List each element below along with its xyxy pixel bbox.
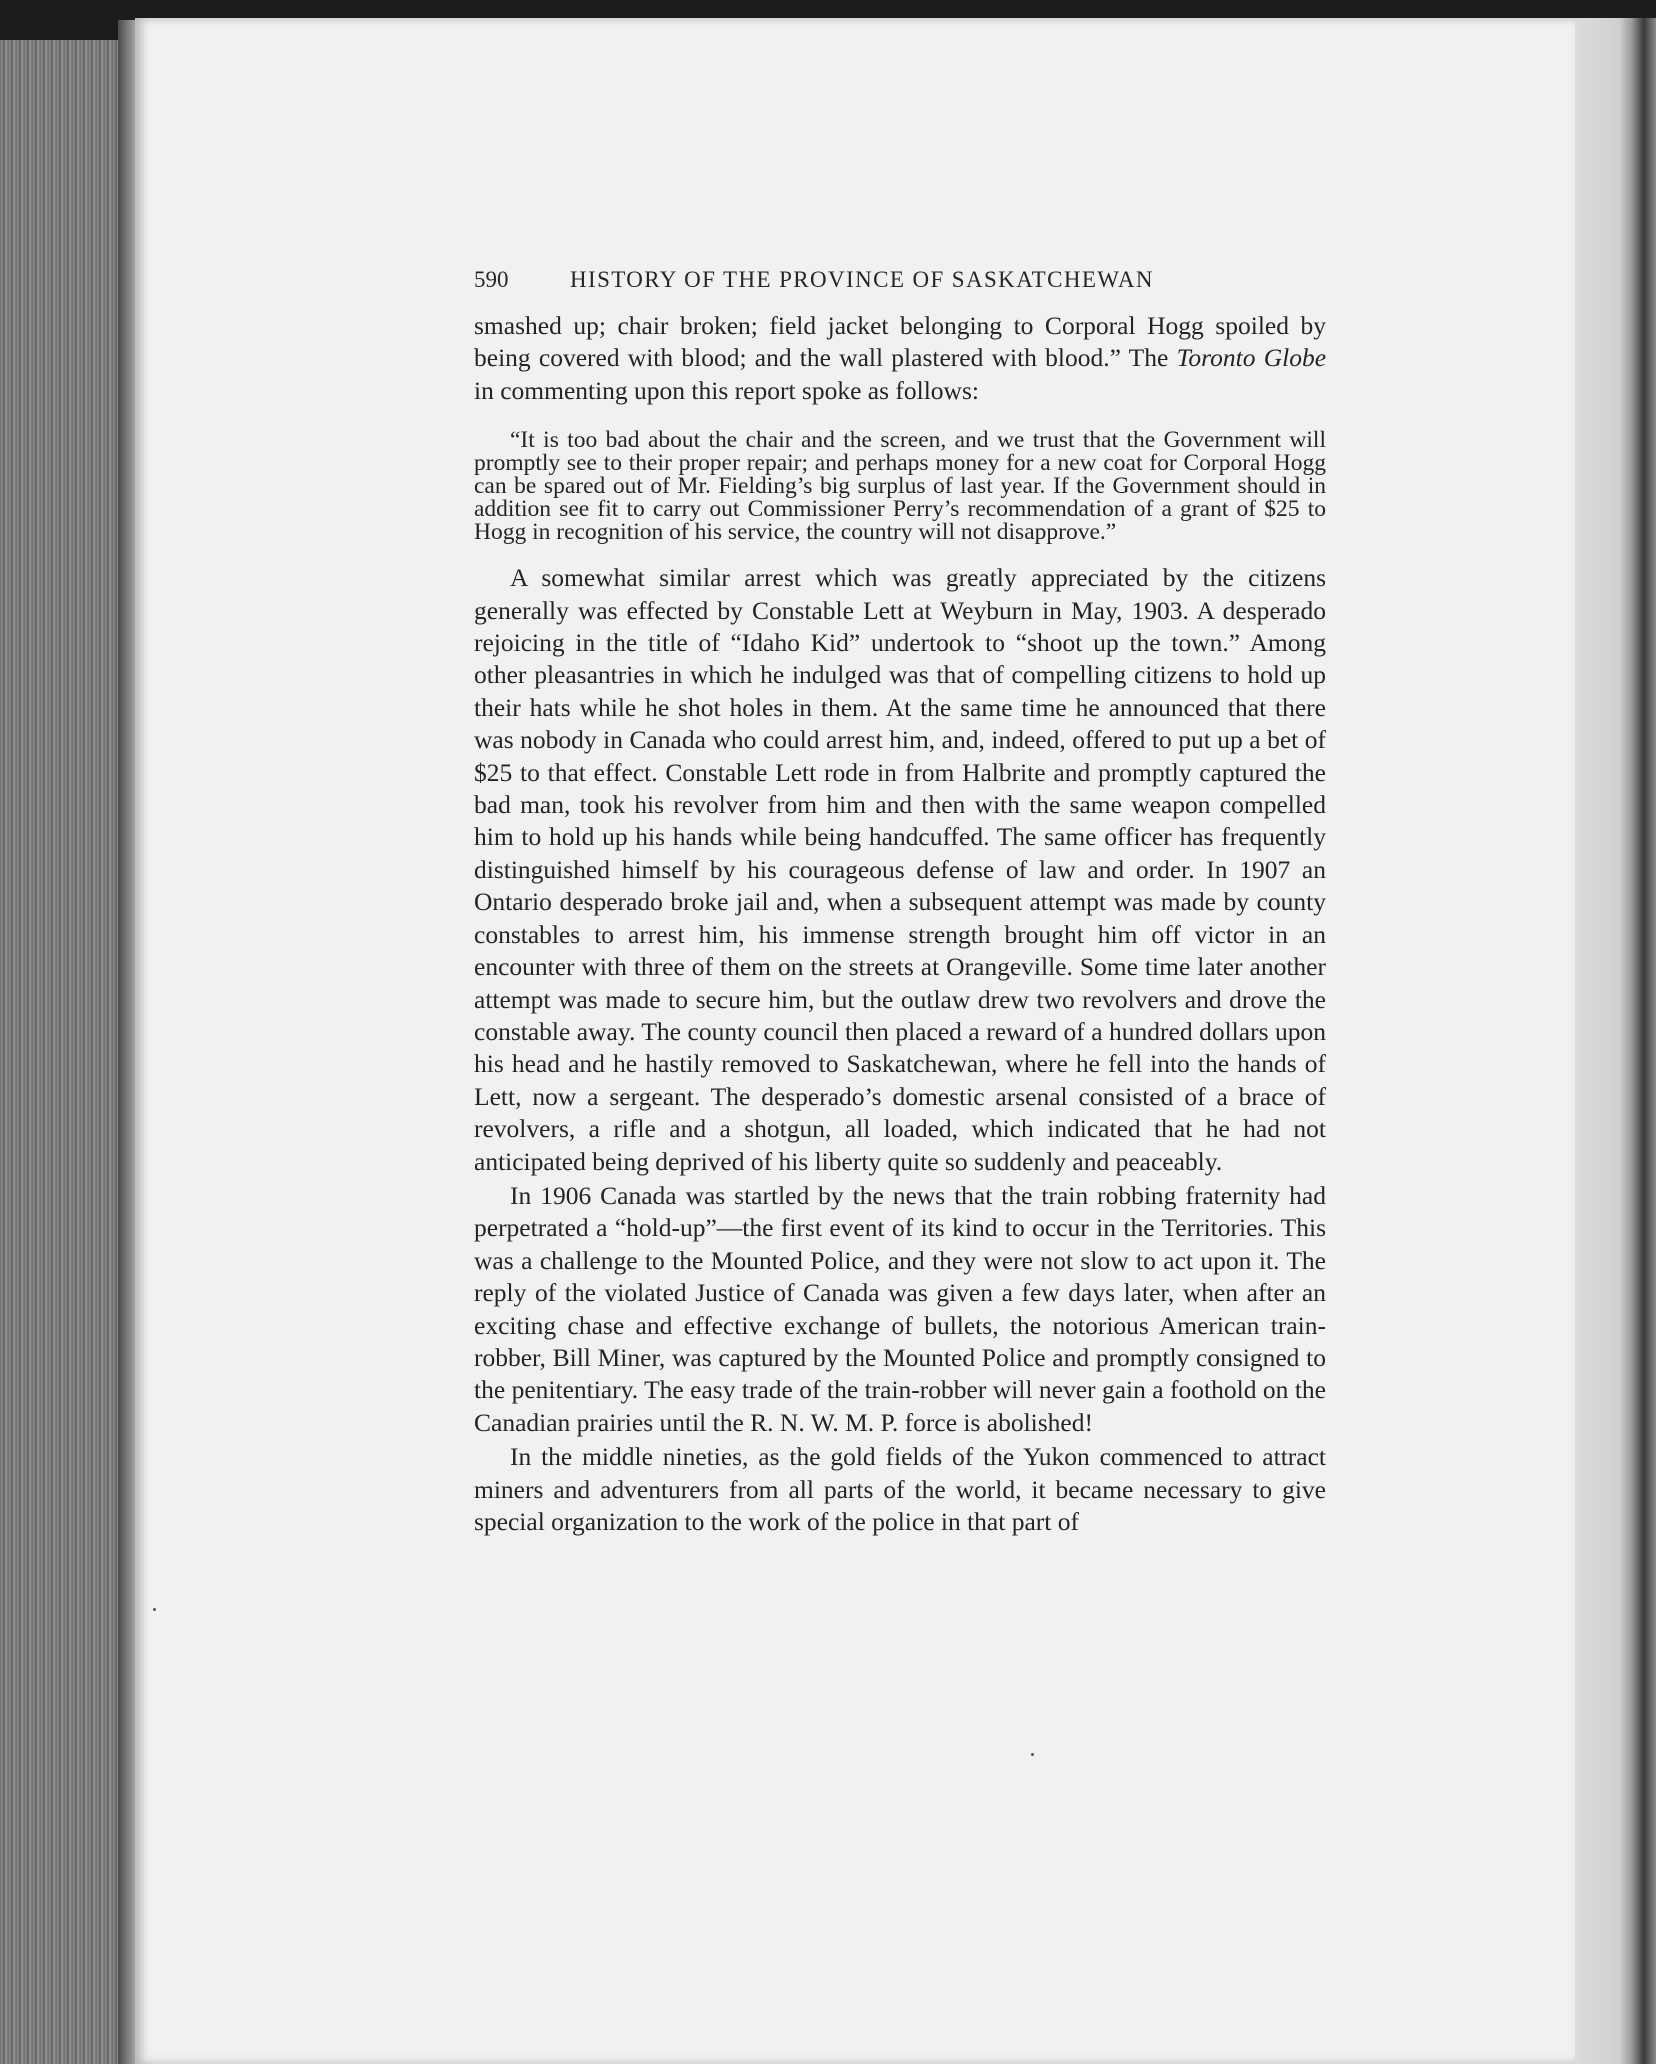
paragraph-train-robbery: In 1906 Canada was startled by the news that the train robbing fraternity had perpetrated a “hold-up”—the first event of its kind to occur in the Territories. This was a challenge to the Mounted Police, and they were not slow to act upon it. The reply of the violated Justice of Canada was given a few days later, when after an exciting chase and effective exchange of bullets, the notorious American train-robber, Bill Miner, was captured by the Mounted Police and promptly consigned to the penitentiary. The easy trade of the train-robber will never gain a foothold on the Canadian prairies until the R. N. W. M. P. force is abolished! xyxy=(474,1180,1326,1437)
right-page-edge xyxy=(1575,18,1656,2064)
paragraph-text: smashed up; chair broken; field jacket belonging to Corporal Hogg spoiled by being covered with blood; and the wall plastered with blood.” The xyxy=(474,311,1326,373)
page-number: 590 xyxy=(474,267,509,292)
scan-speck xyxy=(153,1608,156,1611)
paragraph-yukon: In the middle nineties, as the gold fields of the Yukon commenced to attract miners and adventurers from all parts of the world, it became necessary to give special organization to the work of the police in that part of xyxy=(474,1442,1326,1536)
paragraph-lett-arrest: A somewhat similar arrest which was greatly appreciated by the citizens generally was effected by Constable Lett at Weyburn in May, 1903. A desperado rejoicing in the title of “Idaho Kid” undertook to “shoot up the town.” Among other pleasantries in which he indulged was that of compelling citizens to hold up their hats while he shot holes in them. At the same time he announced that there was nobody in Canada who could arrest him, and, indeed, offered to put up a bet of $25 to that effect. Constable Lett rode in from Halbrite and promptly captured the bad man, took his revolver from him and then with the same weapon compelled him to hold up his hands while being handcuffed. The same officer has frequently distinguished himself by his courageous defense of law and order. In 1907 an Ontario desperado broke jail and, when a subsequent attempt was made by county constables to arrest him, his immense strength brought him off victor in an encounter with three of them on the streets at Orangeville. Some time later another attempt was made to secure him, but the outlaw drew two revolvers and drove the constable away. The county council then placed a reward of a hundred dollars upon his head and he hastily removed to Saskatchewan, where he fell into the hands of Lett, now a sergeant. The desperado’s domestic arsenal consisted of a brace of revolvers, a rifle and a shotgun, all loaded, which indicated that he had not anticipated being deprived of his liberty quite so suddenly and peaceably. xyxy=(474,563,1326,1176)
paragraph-text-end: in commenting upon this report spoke as follows: xyxy=(474,375,979,405)
block-quote: “It is too bad about the chair and the screen, and we trust that the Government will promptly see to their proper repair; and perhaps money for a new coat for Corporal Hogg can be spared out of Mr. Fielding’s big surplus of last year. If the Government should in addition see fit to carry out Commissioner Perry’s recommendation of a grant of $25 to Hogg in recognition of his service, the country will not disapprove.” xyxy=(474,427,1326,546)
newspaper-title: Toronto Globe xyxy=(1176,343,1327,373)
left-page-stack xyxy=(0,40,135,2064)
running-head xyxy=(474,267,1254,297)
running-title: HISTORY OF THE PROVINCE OF SASKATCHEWAN xyxy=(570,267,1154,292)
body-text xyxy=(474,310,1326,1538)
scan-speck xyxy=(1031,1753,1034,1756)
paragraph-continued xyxy=(474,310,1326,407)
